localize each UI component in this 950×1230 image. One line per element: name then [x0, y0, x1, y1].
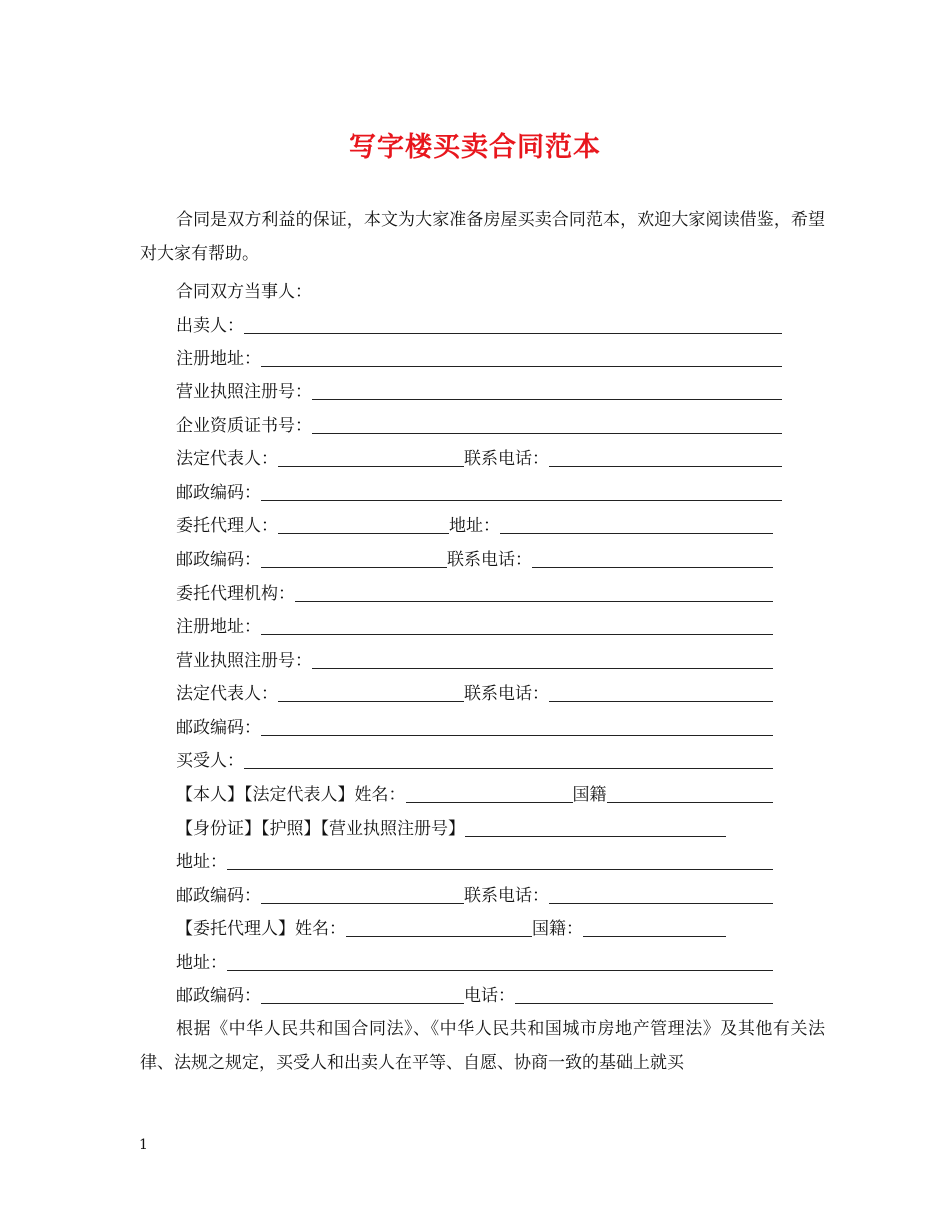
agency-reg-address-label: 注册地址： — [176, 617, 261, 637]
document-title: 写字楼买卖合同范本 — [349, 132, 601, 163]
agency-legal-rep-label: 法定代表人： — [176, 684, 278, 704]
seller-agent-postcode-row — [176, 546, 773, 572]
seller-reg-address-label: 注册地址： — [176, 349, 261, 369]
agency-reg-address-row — [176, 613, 773, 639]
seller-license-row — [176, 378, 782, 404]
buyer-nationality-label: 国籍 — [572, 785, 607, 805]
buyer-phone-label: 联系电话： — [464, 886, 549, 906]
buyer-agent-address-label: 地址： — [176, 953, 227, 973]
buyer-postcode-label: 邮政编码： — [176, 886, 261, 906]
buyer-agent-name-label: 【委托代理人】姓名： — [176, 919, 346, 939]
seller-address-label: 地址： — [449, 516, 500, 536]
buyer-address-row — [176, 848, 773, 874]
seller-agent-postcode-blank — [261, 551, 447, 568]
buyer-agent-nationality-label: 国籍： — [532, 919, 583, 939]
agency-postcode-row — [176, 714, 773, 740]
seller-reg-address-blank — [261, 350, 782, 367]
buyer-agent-phone-blank — [515, 987, 773, 1004]
agency-phone-blank — [549, 685, 773, 702]
seller-postcode-label: 邮政编码： — [176, 483, 261, 503]
buyer-name-label: 买受人： — [176, 751, 244, 771]
buyer-agent-nationality-blank — [583, 920, 726, 937]
intro-paragraph: 合同是双方利益的保证，本文为大家准备房屋买卖合同范本，欢迎大家阅读借鉴，希望对大家有帮助。 — [140, 210, 825, 264]
agency-legal-rep-row — [176, 680, 773, 706]
agency-legal-rep-blank — [278, 685, 464, 702]
agency-reg-address-blank — [261, 618, 773, 635]
seller-license-label: 营业执照注册号： — [176, 382, 312, 402]
seller-agent-label: 委托代理人： — [176, 516, 278, 536]
seller-qualification-blank — [312, 417, 782, 434]
agency-postcode-label: 邮政编码： — [176, 718, 261, 738]
buyer-id-type-label: 【身份证】【护照】【营业执照注册号】 — [176, 819, 465, 839]
buyer-id-type-row — [176, 815, 726, 841]
buyer-agent-name-blank — [346, 920, 532, 937]
agency-name-row — [176, 580, 773, 606]
seller-reg-address-row — [176, 345, 782, 371]
seller-agent-phone-label: 联系电话： — [447, 550, 532, 570]
seller-agent-blank — [278, 517, 449, 534]
buyer-phone-blank — [549, 887, 773, 904]
seller-agent-postcode-label: 邮政编码： — [176, 550, 261, 570]
agency-license-row — [176, 647, 773, 673]
buyer-agent-postcode-blank — [261, 987, 464, 1004]
buyer-identity-row — [176, 781, 773, 807]
agency-license-label: 营业执照注册号： — [176, 651, 312, 671]
buyer-agent-row — [176, 915, 726, 941]
buyer-identity-label: 【本人】【法定代表人】姓名： — [176, 785, 406, 805]
seller-phone-label: 联系电话： — [464, 449, 549, 469]
seller-agent-row — [176, 512, 773, 538]
seller-postcode-blank — [261, 484, 782, 501]
seller-legal-rep-blank — [278, 450, 464, 467]
parties-heading-row — [176, 278, 312, 304]
seller-license-blank — [312, 383, 782, 400]
buyer-name-row — [176, 747, 773, 773]
buyer-agent-address-row — [176, 949, 773, 975]
buyer-agent-postcode-label: 邮政编码： — [176, 986, 261, 1006]
parties-heading: 合同双方当事人： — [176, 282, 312, 302]
buyer-postcode-row — [176, 882, 773, 908]
buyer-name-blank — [244, 752, 773, 769]
buyer-identity-blank — [406, 786, 573, 803]
seller-agent-phone-blank — [532, 551, 773, 568]
buyer-address-label: 地址： — [176, 852, 227, 872]
agency-name-label: 委托代理机构： — [176, 584, 295, 604]
seller-phone-blank — [549, 450, 782, 467]
agency-postcode-blank — [261, 719, 773, 736]
seller-qualification-row — [176, 412, 782, 438]
buyer-postcode-blank — [261, 887, 464, 904]
agency-name-blank — [295, 585, 773, 602]
buyer-id-type-blank — [465, 820, 726, 837]
seller-legal-rep-label: 法定代表人： — [176, 449, 278, 469]
seller-name-blank — [244, 317, 782, 334]
seller-name-row — [176, 312, 782, 338]
buyer-agent-phone-label: 电话： — [464, 986, 515, 1006]
agency-phone-label: 联系电话： — [464, 684, 549, 704]
seller-name-label: 出卖人： — [176, 316, 244, 336]
seller-postcode-row — [176, 479, 782, 505]
buyer-nationality-blank — [607, 786, 774, 803]
basis-paragraph: 根据《中华人民共和国合同法》、《中华人民共和国城市房地产管理法》及其他有关法律、法规之规定，买受人和出卖人在平等、自愿、协商一致的基础上就买 — [140, 1019, 825, 1073]
buyer-address-blank — [227, 853, 773, 870]
seller-legal-rep-row — [176, 445, 782, 471]
seller-qualification-label: 企业资质证书号： — [176, 416, 312, 436]
buyer-agent-address-blank — [227, 954, 773, 971]
page-number: 1 — [139, 1137, 148, 1153]
buyer-agent-postcode-row — [176, 982, 773, 1008]
agency-license-blank — [312, 652, 773, 669]
seller-address-blank — [500, 517, 773, 534]
